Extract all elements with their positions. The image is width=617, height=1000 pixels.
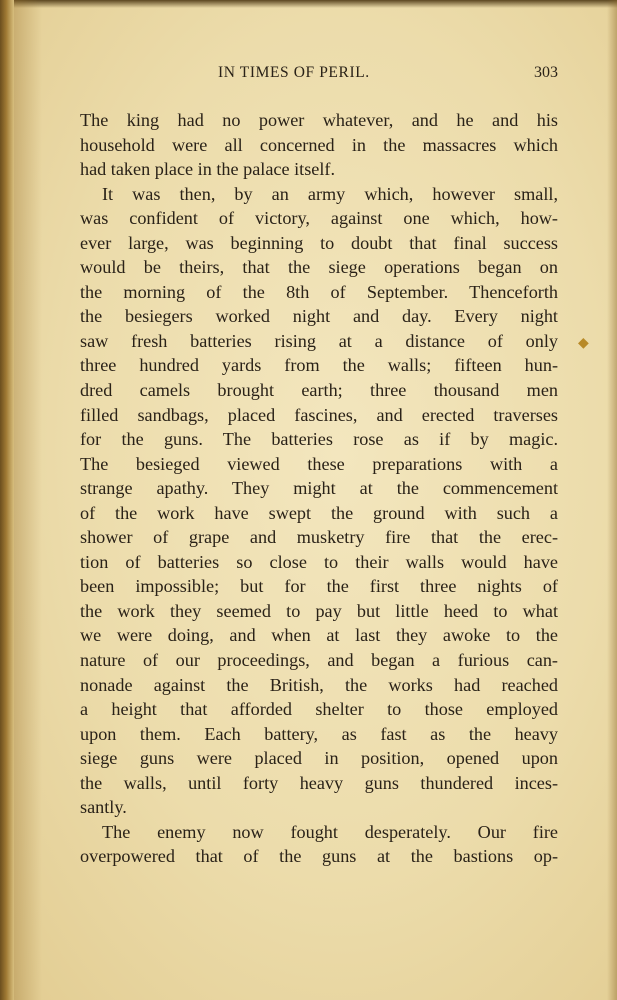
text-line: household were all concerned in the massacres which <box>80 134 558 155</box>
text-line: tion of batteries so close to their walls would have <box>80 551 558 572</box>
text-line: overpowered that of the guns at the bastions op- <box>80 846 558 867</box>
page-number: 303 <box>534 64 558 81</box>
text-line: ever large, was beginning to doubt that final success <box>80 232 558 253</box>
text-line: the walls, until forty heavy guns thundered inces- <box>80 772 558 793</box>
text-line: was confident of victory, against one which, how- <box>80 208 558 229</box>
running-head: IN TIMES OF PERIL. <box>218 64 370 81</box>
text-line: santly. <box>80 797 127 818</box>
binding-shadow <box>14 0 42 1000</box>
text-line: been impossible; but for the first three nights of <box>80 576 558 597</box>
text-line: nature of our proceedings, and began a furious can- <box>80 650 558 671</box>
text-line: a height that afforded shelter to those employed <box>80 699 558 720</box>
page-top-edge <box>0 0 617 8</box>
text-line: we were doing, and when at last they awoke to the <box>80 625 558 646</box>
text-line: strange apathy. They might at the commencement <box>80 478 558 499</box>
text-line: of the work have swept the ground with such a <box>80 502 558 523</box>
body-text <box>80 108 558 869</box>
text-line: three hundred yards from the walls; fifteen hun- <box>80 355 558 376</box>
text-line: dred camels brought earth; three thousand men <box>80 380 558 401</box>
text-line: for the guns. The batteries rose as if by magic. <box>80 429 558 450</box>
book-binding <box>0 0 14 1000</box>
paragraph-start-line: The enemy now fought desperately. Our fire <box>102 821 558 842</box>
text-line: The besieged viewed these preparations with a <box>80 453 558 474</box>
text-line: siege guns were placed in position, opened upon <box>80 748 558 769</box>
text-line: saw fresh batteries rising at a distance of only <box>80 330 558 351</box>
text-line: filled sandbags, placed fascines, and erected traverses <box>80 404 558 425</box>
text-line: the morning of the 8th of September. Thenceforth <box>80 281 558 302</box>
page-header <box>80 64 558 86</box>
paragraph-start-line: It was then, by an army which, however small, <box>102 183 558 204</box>
text-line: would be theirs, that the siege operations began on <box>80 257 558 278</box>
text-line: nonade against the British, the works had reached <box>80 674 558 695</box>
text-line: had taken place in the palace itself. <box>80 159 336 180</box>
text-line: shower of grape and musketry fire that the erec- <box>80 527 558 548</box>
text-line: The king had no power whatever, and he and his <box>80 110 558 130</box>
text-line: the besiegers worked night and day. Every night <box>80 306 558 327</box>
page-right-edge <box>607 0 617 1000</box>
text-line: the work they seemed to pay but little heed to what <box>80 600 558 621</box>
margin-ink-mark-icon: ◆ <box>578 336 589 351</box>
text-line: upon them. Each battery, as fast as the heavy <box>80 723 558 744</box>
